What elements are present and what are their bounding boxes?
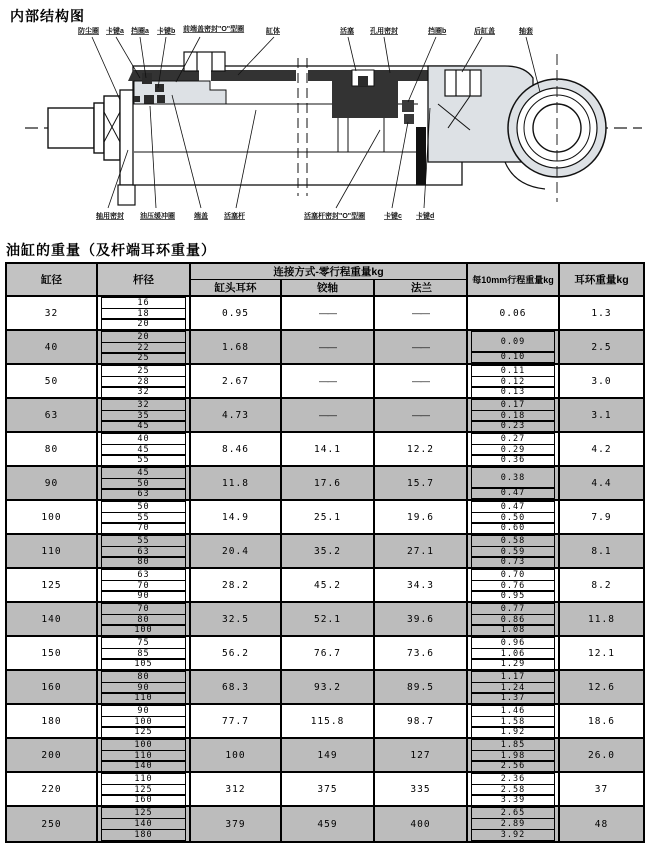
head-earring-cell: 11.8: [191, 467, 282, 499]
rod-box: 32: [101, 399, 186, 411]
rod-cell: [98, 773, 191, 805]
label-piston-rod: 活塞杆: [224, 213, 245, 220]
per-stroke-box: 0.11: [471, 365, 555, 377]
flange-cell: 12.2: [375, 433, 468, 465]
bore-cell: 80: [7, 433, 98, 465]
per-stroke-box: 0.95: [471, 590, 555, 602]
head-earring-cell: 8.46: [191, 433, 282, 465]
per-stroke-box: 0.09: [471, 331, 555, 353]
rod-cell: [98, 467, 191, 499]
per-stroke-box: 0.70: [471, 569, 555, 581]
rear-cap-bolt: [445, 70, 481, 96]
bore-cell: 160: [7, 671, 98, 703]
hinge-cell: ——: [282, 331, 375, 363]
earring-weight-cell: 48: [594, 818, 609, 830]
flange-cell: 335: [375, 773, 468, 805]
label-key-a: 卡键a: [106, 28, 124, 35]
per-stroke-box: 0.12: [471, 376, 555, 388]
head-earring-cell: 0.95: [191, 297, 282, 329]
per-stroke-box: 1.17: [471, 671, 555, 683]
label-shaft-seal: 轴用密封: [96, 213, 124, 220]
per-stroke-box: 0.18: [471, 410, 555, 422]
per-stroke-cell: [468, 671, 560, 703]
rod-cell: [98, 433, 191, 465]
bore-cell: 180: [7, 705, 98, 737]
table-row: [7, 331, 643, 365]
bore-cell: 90: [7, 467, 98, 499]
label-end-cover: 端盖: [194, 213, 208, 220]
per-stroke-cell: [468, 603, 560, 635]
rod-box: 110: [101, 750, 186, 762]
hinge-cell: 76.7: [282, 637, 375, 669]
earring-weight-cell: 2.5: [591, 341, 612, 353]
head-earring-cell: 2.67: [191, 365, 282, 397]
bore-cell: 220: [7, 773, 98, 805]
header-connection-label: 连接方式-零行程重量kg: [191, 264, 466, 280]
earring-weight-cell: 8.2: [591, 579, 612, 591]
table-row: [7, 433, 643, 467]
per-stroke-box: 2.89: [471, 818, 555, 830]
per-stroke-box: 2.36: [471, 773, 555, 785]
head-earring-cell: 77.7: [191, 705, 282, 737]
rod-box: 18: [101, 308, 186, 320]
per-stroke-cell: [468, 399, 560, 431]
head-earring-cell: 100: [191, 739, 282, 771]
rod-box: 70: [101, 580, 186, 592]
front-gland-step: [118, 185, 135, 205]
per-stroke-box: 0.36: [471, 454, 555, 466]
cylinder-structure-diagram: [0, 0, 650, 240]
bore-cell: 32: [7, 297, 98, 329]
rod-box: 80: [101, 671, 186, 683]
rod-box: 45: [101, 444, 186, 456]
header-earring-weight: 耳环重量kg: [574, 274, 629, 286]
flange-cell: ——: [375, 297, 468, 329]
flange-cell: 400: [375, 807, 468, 841]
rod-box: 32: [101, 386, 186, 398]
per-stroke-cell: [468, 331, 560, 363]
rod-box: 20: [101, 318, 186, 330]
earring-weight-cell: 1.3: [591, 307, 612, 319]
rod-box: 125: [101, 807, 186, 819]
earring-weight-cell: 12.1: [588, 647, 615, 659]
rod-box: 125: [101, 726, 186, 738]
rod-box: 70: [101, 522, 186, 534]
table-row: [7, 297, 643, 331]
diagram-labels-top: [78, 24, 533, 35]
bore-cell: 200: [7, 739, 98, 771]
rod-cell: [98, 603, 191, 635]
flange-cell: 34.3: [375, 569, 468, 601]
per-stroke-box: 1.85: [471, 739, 555, 751]
bore-cell: 100: [7, 501, 98, 533]
rod-box: 45: [101, 467, 186, 479]
rod-box: 140: [101, 760, 186, 772]
rod-cell: [98, 535, 191, 567]
per-stroke-box: 1.06: [471, 648, 555, 660]
rod-box: 63: [101, 546, 186, 558]
table-row: [7, 399, 643, 433]
spacer-strip: [416, 127, 426, 185]
label-hole-seal: 孔用密封: [370, 28, 398, 35]
per-stroke-box: 0.13: [471, 386, 555, 398]
per-stroke-box: 1.08: [471, 624, 555, 636]
head-earring-cell: 20.4: [191, 535, 282, 567]
flange-cell: 127: [375, 739, 468, 771]
table-body: [7, 297, 643, 841]
per-stroke-box: 0.10: [471, 351, 555, 363]
head-earring-cell: 14.9: [191, 501, 282, 533]
hinge-cell: ——: [282, 365, 375, 397]
per-stroke-cell: [468, 637, 560, 669]
per-stroke-box: 3.92: [471, 829, 555, 841]
per-stroke-cell: [468, 773, 560, 805]
table-header: [7, 264, 643, 297]
per-stroke-box: 0.58: [471, 535, 555, 547]
per-stroke-box: 2.58: [471, 784, 555, 796]
hinge-cell: ——: [282, 399, 375, 431]
per-stroke-box: 0.76: [471, 580, 555, 592]
bore-cell: 50: [7, 365, 98, 397]
flange-cell: 39.6: [375, 603, 468, 635]
head-earring-cell: 32.5: [191, 603, 282, 635]
head-earring-cell: 56.2: [191, 637, 282, 669]
hinge-cell: 149: [282, 739, 375, 771]
per-stroke-cell: [468, 705, 560, 737]
head-earring-cell: 4.73: [191, 399, 282, 431]
per-stroke-box: 1.37: [471, 692, 555, 704]
per-stroke-cell: [468, 467, 560, 499]
per-stroke-box: 0.77: [471, 603, 555, 615]
rod-cell: [98, 569, 191, 601]
per-stroke-box: 0.96: [471, 637, 555, 649]
rod-cell: [98, 739, 191, 771]
label-front-cover-oring: 前端盖密封"O"型圈: [183, 26, 245, 33]
rod-box: 40: [101, 433, 186, 445]
flange-cell: 27.1: [375, 535, 468, 567]
header-connection-group: [191, 264, 468, 295]
table-row: [7, 365, 643, 399]
table-row: [7, 773, 643, 807]
flange-cell: 15.7: [375, 467, 468, 499]
piston-slot-tab: [358, 76, 368, 86]
rod-box: 55: [101, 535, 186, 547]
earring-weight-cell: 3.1: [591, 409, 612, 421]
bore-cell: 125: [7, 569, 98, 601]
flange-cell: 73.6: [375, 637, 468, 669]
table-row: [7, 705, 643, 739]
diagram-title: 内部结构图: [10, 8, 85, 24]
header-flange: 法兰: [411, 282, 432, 294]
per-stroke-box: 0.38: [471, 467, 555, 489]
flange-cell: 98.7: [375, 705, 468, 737]
rod-box: 35: [101, 410, 186, 422]
per-stroke-cell: [468, 501, 560, 533]
rod-box: 90: [101, 705, 186, 717]
per-stroke-box: 0.27: [471, 433, 555, 445]
rod-box: 90: [101, 590, 186, 602]
earring-weight-cell: 11.8: [588, 613, 615, 625]
rod-box: 125: [101, 784, 186, 796]
bore-cell: 140: [7, 603, 98, 635]
per-stroke-cell: [468, 739, 560, 771]
table-row: [7, 535, 643, 569]
table-row: [7, 807, 643, 841]
front-gland: [120, 90, 134, 185]
per-stroke-cell: [468, 807, 560, 841]
rod-box: 45: [101, 420, 186, 432]
table-row: [7, 739, 643, 773]
rod-box: 80: [101, 614, 186, 626]
table-title: 油缸的重量（及杆端耳环重量）: [6, 242, 216, 258]
rod-box: 50: [101, 478, 186, 490]
rod-cell: [98, 365, 191, 397]
bore-cell: 110: [7, 535, 98, 567]
per-stroke-cell: [468, 433, 560, 465]
hinge-cell: ——: [282, 297, 375, 329]
rod-box: 180: [101, 829, 186, 841]
rod-box: 55: [101, 454, 186, 466]
head-earring-cell: 379: [191, 807, 282, 841]
rod-end: [48, 96, 120, 160]
table-row: [7, 467, 643, 501]
flange-cell: ——: [375, 365, 468, 397]
per-stroke-box: 0.73: [471, 556, 555, 568]
hinge-cell: 45.2: [282, 569, 375, 601]
rod-box: 90: [101, 682, 186, 694]
rod-cell: [98, 705, 191, 737]
weights-table: [5, 262, 645, 843]
rod-box: 85: [101, 648, 186, 660]
label-piston-rod-oring: 活塞杆密封"O"型圈: [304, 213, 366, 220]
rod-cell: [98, 807, 191, 841]
rod-box: 63: [101, 569, 186, 581]
rod-box: 110: [101, 773, 186, 785]
rod-box: 110: [101, 692, 186, 704]
label-key-d: 卡键d: [416, 213, 435, 220]
rod-box: 80: [101, 556, 186, 568]
per-stroke-cell: [468, 535, 560, 567]
per-stroke-box: 0.47: [471, 487, 555, 499]
rod-cell: [98, 331, 191, 363]
hinge-cell: 17.6: [282, 467, 375, 499]
hinge-cell: 459: [282, 807, 375, 841]
flange-cell: 89.5: [375, 671, 468, 703]
label-retainer-b: 挡圈b: [428, 28, 447, 35]
rod-box: 28: [101, 376, 186, 388]
per-stroke-box: 1.92: [471, 726, 555, 738]
table-row: [7, 603, 643, 637]
rod-cell: [98, 637, 191, 669]
label-rear-cover: 后缸盖: [474, 28, 495, 35]
earring-weight-cell: 7.9: [591, 511, 612, 523]
rod-cell: [98, 297, 191, 329]
label-retainer-a: 挡圈a: [131, 28, 149, 35]
per-stroke-box: 0.59: [471, 546, 555, 558]
flange-cell: ——: [375, 399, 468, 431]
per-stroke-box: 2.65: [471, 807, 555, 819]
rod-box: 100: [101, 716, 186, 728]
table-row: [7, 637, 643, 671]
hinge-cell: 375: [282, 773, 375, 805]
per-stroke-cell: 0.06: [468, 297, 560, 329]
label-piston: 活塞: [340, 28, 354, 35]
per-stroke-box: 0.47: [471, 501, 555, 513]
diagram-labels-bottom: [96, 211, 434, 220]
hinge-cell: 25.1: [282, 501, 375, 533]
header-hinge: 铰轴: [282, 280, 375, 295]
header-bore: 缸径: [7, 264, 98, 295]
per-stroke-box: 2.56: [471, 760, 555, 772]
hinge-cell: 35.2: [282, 535, 375, 567]
rod-cell: [98, 501, 191, 533]
head-earring-cell: 1.68: [191, 331, 282, 363]
rod-cell: [98, 671, 191, 703]
rod-box: 140: [101, 818, 186, 830]
earring-weight-cell: 4.4: [591, 477, 612, 489]
label-key-b: 卡键b: [157, 28, 176, 35]
earring-weight-cell: 37: [594, 783, 609, 795]
per-stroke-box: 0.17: [471, 399, 555, 411]
per-stroke-box: 1.29: [471, 658, 555, 670]
rod-box: 16: [101, 297, 186, 309]
head-earring-cell: 28.2: [191, 569, 282, 601]
rod-box: 20: [101, 331, 186, 343]
label-buffer-ring: 油压缓冲圈: [140, 213, 175, 220]
earring-weight-cell: 26.0: [588, 749, 615, 761]
table-row: [7, 501, 643, 535]
bore-cell: 40: [7, 331, 98, 363]
rod-box: 55: [101, 512, 186, 524]
label-cylinder-body: 缸体: [266, 28, 280, 35]
per-stroke-box: 3.39: [471, 794, 555, 806]
header-connection-sub: [191, 280, 466, 295]
earring-weight-cell: 3.0: [591, 375, 612, 387]
header-rod: 杆径: [98, 264, 191, 295]
head-earring-cell: 68.3: [191, 671, 282, 703]
hinge-cell: 14.1: [282, 433, 375, 465]
rod-box: 100: [101, 739, 186, 751]
per-stroke-box: 0.29: [471, 444, 555, 456]
per-stroke-box: 0.86: [471, 614, 555, 626]
earring-weight-cell: 4.2: [591, 443, 612, 455]
hinge-cell: 52.1: [282, 603, 375, 635]
table-row: [7, 671, 643, 705]
rod-box: 105: [101, 658, 186, 670]
table-row: [7, 569, 643, 603]
per-stroke-box: 1.58: [471, 716, 555, 728]
per-stroke-box: 0.60: [471, 522, 555, 534]
per-stroke-cell: [468, 365, 560, 397]
per-stroke-box: 1.98: [471, 750, 555, 762]
hinge-cell: 115.8: [282, 705, 375, 737]
rod-box: 50: [101, 501, 186, 513]
per-stroke-box: 1.24: [471, 682, 555, 694]
bore-cell: 150: [7, 637, 98, 669]
header-head-earring: 缸头耳环: [191, 280, 282, 295]
bore-cell: 250: [7, 807, 98, 841]
rod-box: 70: [101, 603, 186, 615]
head-earring-cell: 312: [191, 773, 282, 805]
flange-cell: ——: [375, 331, 468, 363]
header-per-stroke: 每10mm行程重量kg: [468, 264, 560, 295]
earring-weight-cell: 12.6: [588, 681, 615, 693]
rod-box: 22: [101, 342, 186, 354]
earring-weight-cell: 8.1: [591, 545, 612, 557]
rod-box: 25: [101, 365, 186, 377]
per-stroke-box: 0.23: [471, 420, 555, 432]
rod-box: 75: [101, 637, 186, 649]
per-stroke-cell: [468, 569, 560, 601]
rod-cell: [98, 399, 191, 431]
per-stroke-box: 0.50: [471, 512, 555, 524]
rod-box: 100: [101, 624, 186, 636]
flange-cell: 19.6: [375, 501, 468, 533]
rod-box: 25: [101, 352, 186, 364]
cylinder-band-left: [128, 70, 296, 81]
rod-box: 63: [101, 488, 186, 500]
label-key-c: 卡键c: [384, 213, 402, 220]
label-bushing: 轴套: [519, 28, 533, 35]
bore-cell: 63: [7, 399, 98, 431]
earring-weight-cell: 18.6: [588, 715, 615, 727]
label-dust-ring: 防尘圈: [78, 28, 99, 35]
per-stroke-box: 1.46: [471, 705, 555, 717]
hinge-cell: 93.2: [282, 671, 375, 703]
rod-box: 160: [101, 794, 186, 806]
